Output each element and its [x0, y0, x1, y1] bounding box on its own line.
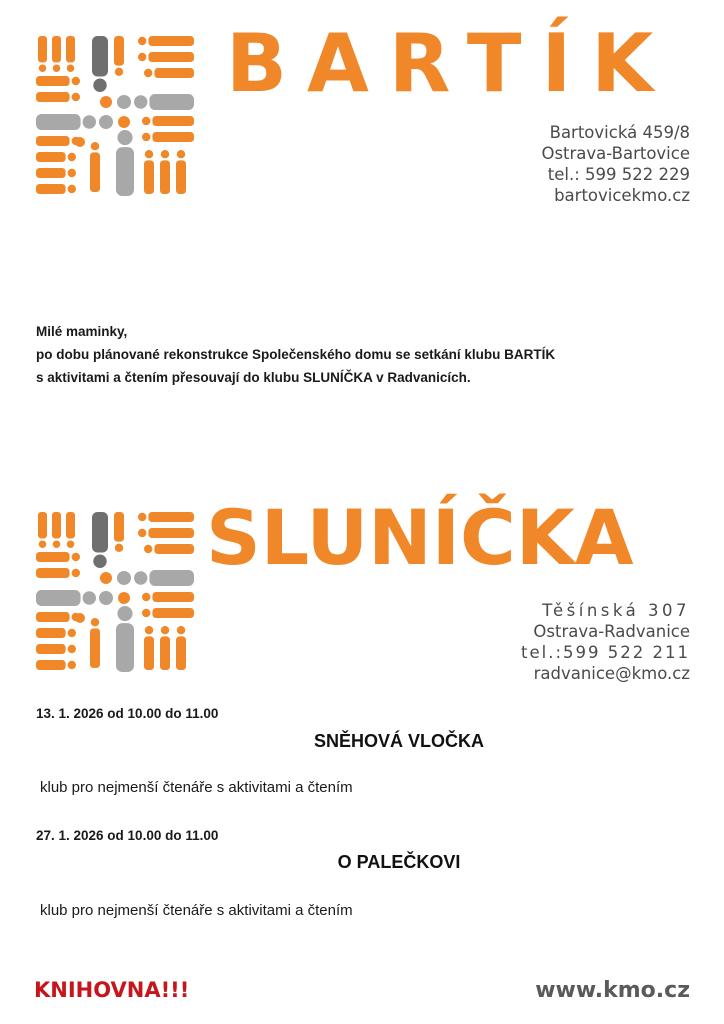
slunicka-city: Ostrava-Radvanice — [533, 622, 690, 641]
event-description: klub pro nejmenší čtenáře s aktivitami a čtením — [40, 902, 353, 919]
event-date: 13. 1. 2026 od 10.00 do 11.00 — [36, 706, 219, 721]
bartik-address — [541, 122, 690, 206]
bartik-phone: tel.: 599 522 229 — [547, 165, 690, 184]
bartik-street: Bartovická 459/8 — [549, 123, 690, 142]
slunicka-email-link[interactable]: radvanice@kmo.cz — [533, 664, 690, 683]
footer-library-label: KNIHOVNA!!! — [34, 978, 190, 1002]
slunicka-address — [521, 600, 690, 684]
bartik-logo-icon — [34, 34, 198, 198]
intro-line-3: s aktivitami a čtením přesouvají do klubu SLUNÍČKA v Radvanicích. — [36, 370, 471, 385]
brand-name-bartik: BARTÍK — [226, 17, 674, 110]
intro-line-2: po dobu plánované rekonstrukce Společenského domu se setkání klubu BARTÍK — [36, 347, 556, 362]
event-description: klub pro nejmenší čtenáře s aktivitami a čtením — [40, 779, 353, 796]
slunicka-street: Těšínská 307 — [542, 601, 690, 620]
bartik-city: Ostrava-Bartovice — [541, 144, 690, 163]
brand-name-slunicka: SLUNÍČKA — [206, 493, 634, 582]
intro-message — [36, 320, 555, 389]
slunicka-phone: tel.:599 522 211 — [521, 643, 690, 662]
event-title: SNĚHOVÁ VLOČKA — [313, 731, 484, 751]
event-date: 27. 1. 2026 od 10.00 do 11.00 — [36, 828, 219, 843]
slunicka-logo-icon — [34, 510, 198, 674]
footer-website-link[interactable]: www.kmo.cz — [535, 978, 690, 1003]
event-title: O PALEČKOVI — [337, 852, 461, 872]
intro-greeting: Milé maminky, — [36, 324, 128, 339]
bartik-web-link[interactable]: bartovicekmo.cz — [554, 186, 690, 205]
